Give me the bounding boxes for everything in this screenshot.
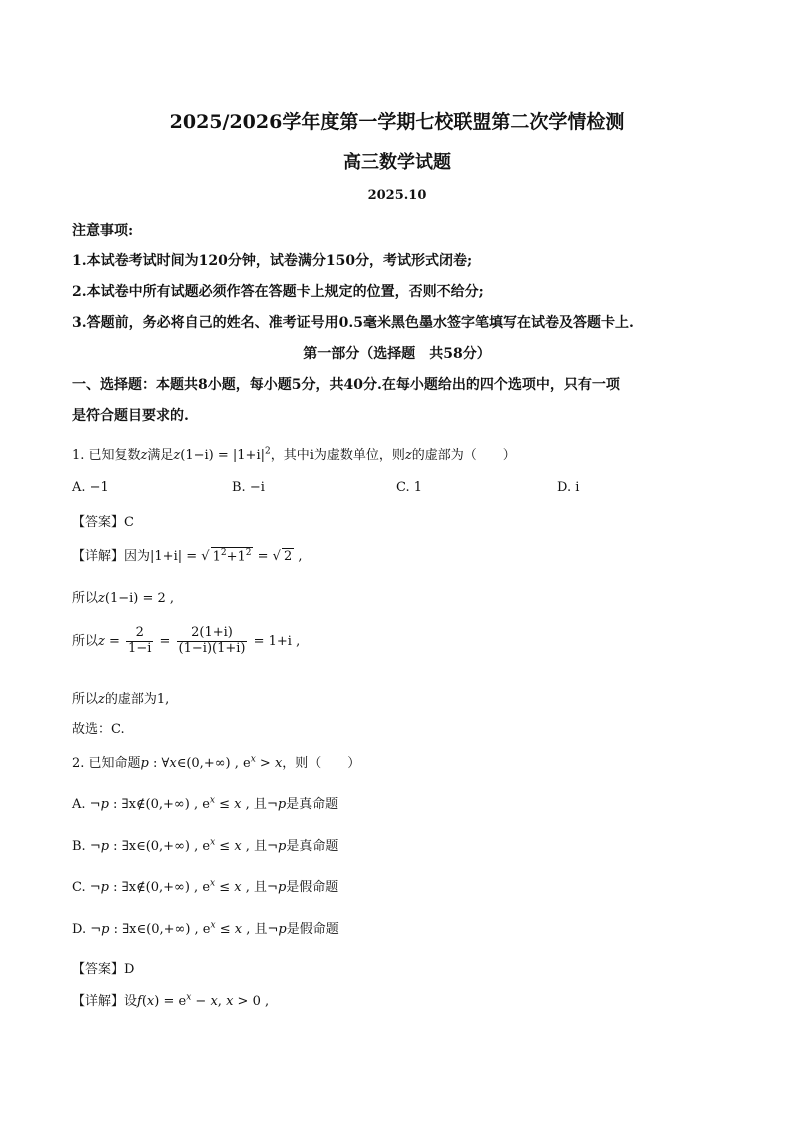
q1-line4-post: 的虚部为1, [104,692,170,707]
part1-heading: 第一部分（选择题 共58分） [303,346,491,362]
q1-line2-pre: 所以 [72,591,99,606]
q1-end: 的虚部为（ ） [411,448,516,463]
q1-detail-math-1: |1+i| = √ $1^2+1^2$ = √ 2 , [150,547,303,564]
exam-subtitle: 高三数学试题 [343,152,451,173]
q1-option-c: C. 1 [396,480,423,495]
q1-line3-pre: 所以 [72,633,99,649]
q2-detail-line-1 [72,990,269,1009]
q1-answer: 【答案】C [72,515,134,530]
q1-detail-line-2 [72,587,174,606]
q1-post: ，其中i为虚数单位，则 [270,448,405,463]
q2-answer: 【答案】D [72,962,135,977]
q2-option-a: A. ¬p : ∃x∉(0,+∞) , $e^x \le x$ , 且¬p是真命题 [72,795,339,812]
q2-detail-pre: 设 [124,994,138,1009]
math-z: z [140,448,148,463]
q2-proposition: p : ∀x∈(0,+∞) , $e^x > x$ [140,754,283,771]
q1-detail-line-3 [72,626,300,657]
q2-option-b: B. ¬p : ∃x∈(0,+∞) , $e^x \le x$ , 且¬p是真命题 [72,837,339,854]
q2-pre: 2. 已知命题 [72,756,141,771]
q2-post: ，则（ ） [282,756,361,771]
q2-detail-label: 【详解】 [72,994,125,1009]
q1-mid: 满足 [147,448,174,463]
q2-option-d: D. ¬p : ∃x∈(0,+∞) , $e^x \le x$ , 且¬p是假命题 [72,920,339,937]
q1-line4-pre: 所以 [72,692,99,707]
q1-detail-label: 【详解】 [72,549,125,564]
q1-equation: $z(1-i) = |1+i|^2$ [173,446,271,463]
q2-option-c: C. ¬p : ∃x∉(0,+∞) , $e^x \le x$ , 且¬p是假命题 [72,878,339,895]
q1-detail-math-2: z(1−i) = 2 , [98,591,175,606]
q1-detail-line-1 [72,545,302,564]
q1-conclusion: 故选：C. [72,722,125,737]
math-z-2: z [404,448,412,463]
section-instruction-line1: 一、选择题：本题共8小题，每小题5分，共40分.在每小题给出的四个选项中，只有一项 [72,377,620,393]
section-instruction-line2: 是符合题目要求的. [72,408,189,424]
note-item-2: 2.本试卷中所有试题必须作答在答题卡上规定的位置，否则不给分; [72,284,484,300]
q2-detail-math: $f(x) = e^x - x$, x > 0 , [137,992,270,1009]
exam-title: 2025/2026学年度第一学期七校联盟第二次学情检测 [169,111,625,133]
question-1-stem [72,444,516,463]
q1-detail-line-4 [72,688,169,707]
notes-heading: 注意事项: [72,223,134,239]
note-item-1: 1.本试卷考试时间为120分钟，试卷满分150分，考试形式闭卷; [72,253,473,269]
math-z-3: z [98,692,105,707]
q1-option-a: A. −1 [72,480,109,495]
q1-detail-pre: 因为 [124,549,151,564]
q1-detail-math-3: z = $\frac{2}{1-i}$ = $\frac{2(1+i)}{(1-i)(1+i)}$ = 1+i , [98,625,301,656]
note-item-3: 3.答题前，务必将自己的姓名、准考证号用0.5毫米黑色墨水签字笔填写在试卷及答题卡上. [72,315,634,331]
q1-pre: 1. 已知复数 [72,448,141,463]
q1-option-b: B. −i [232,480,265,495]
exam-date: 2025.10 [367,188,427,203]
question-2-stem [72,752,360,771]
q1-option-d: D. i [557,480,580,495]
